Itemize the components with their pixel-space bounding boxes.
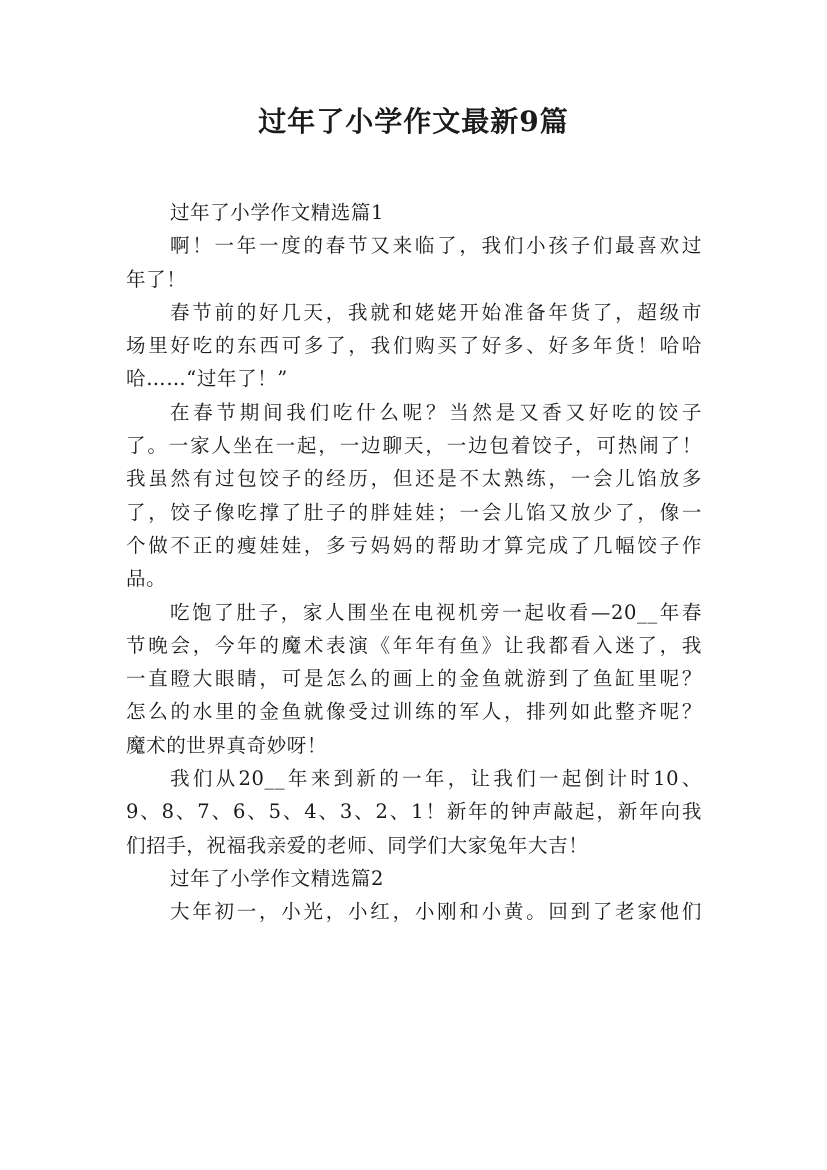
paragraph-line: 在春节期间我们吃什么呢？当然是又香又好吃的饺子 xyxy=(170,400,702,424)
section-heading-2: 过年了小学作文精选篇2 xyxy=(170,866,385,890)
paragraph-line: 了。一家人坐在一起，一边聊天，一边包着饺子，可热闹了！ xyxy=(126,434,702,458)
paragraph-line: 大年初一，小光，小红，小刚和小黄。回到了老家他们 xyxy=(170,900,702,924)
paragraph-line: 9、8、7、6、5、4、3、2、1！新年的钟声敲起，新年向我 xyxy=(126,800,702,824)
paragraph-line: 我虽然有过包饺子的经历，但还是不太熟练，一会儿馅放多 xyxy=(126,467,702,491)
paragraph-line: 春节前的好几天，我就和姥姥开始准备年货了，超级市 xyxy=(170,300,702,324)
paragraph-line: 怎么的水里的金鱼就像受过训练的军人，排列如此整齐呢？ xyxy=(126,700,702,724)
paragraph-line: 我们从20__年来到新的一年，让我们一起倒计时10、 xyxy=(170,767,702,791)
document-body xyxy=(126,196,702,929)
paragraph-line: 场里好吃的东西可多了，我们购买了好多、好多年货！哈哈 xyxy=(126,334,702,358)
paragraph-line: 魔术的世界真奇妙呀！ xyxy=(126,733,328,757)
paragraph-line: 一直瞪大眼睛，可是怎么的画上的金鱼就游到了鱼缸里呢？ xyxy=(126,667,702,691)
paragraph-line: 哈……“过年了！” xyxy=(126,367,288,391)
paragraph-line: 了，饺子像吃撑了肚子的胖娃娃；一会儿馅又放少了，像一 xyxy=(126,500,702,524)
paragraph-line: 们招手，祝福我亲爱的老师、同学们大家兔年大吉！ xyxy=(126,833,589,857)
paragraph-line: 个做不正的瘦娃娃，多亏妈妈的帮助才算完成了几幅饺子作 xyxy=(126,533,702,557)
paragraph-line: 啊！一年一度的春节又来临了，我们小孩子们最喜欢过 xyxy=(170,234,702,258)
paragraph-line: 节晚会，今年的魔术表演《年年有鱼》让我都看入迷了，我 xyxy=(126,633,702,657)
paragraph-line: 品。 xyxy=(126,567,167,591)
paragraph-line: 吃饱了肚子，家人围坐在电视机旁一起收看—20__年春 xyxy=(170,600,702,624)
paragraph-line: 年了！ xyxy=(126,267,187,291)
document-title: 过年了小学作文最新9篇 xyxy=(258,105,569,138)
section-heading-1: 过年了小学作文精选篇1 xyxy=(170,201,385,224)
